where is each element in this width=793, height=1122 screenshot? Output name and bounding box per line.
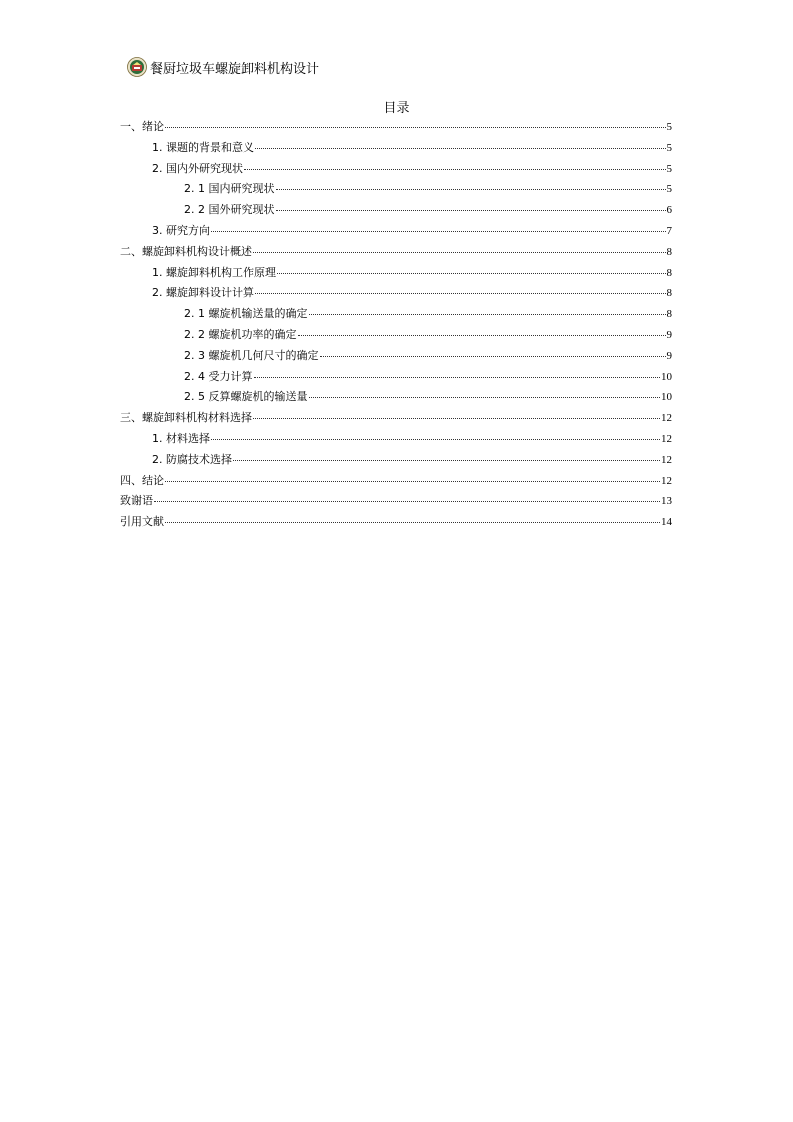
toc-entry[interactable] [120, 388, 672, 409]
toc-leader-dots [255, 284, 666, 294]
toc-entry-label: 2. 防腐技术选择 [152, 452, 232, 466]
toc-entry-page: 6 [666, 204, 672, 217]
toc-entry-label: 2. 1 国内研究现状 [184, 182, 275, 196]
toc-leader-dots [254, 368, 661, 378]
toc-entry[interactable] [120, 284, 672, 305]
toc-entry-label: 1. 材料选择 [152, 431, 210, 445]
toc-entry-page: 8 [666, 266, 672, 279]
toc-entry[interactable] [120, 201, 672, 222]
toc-entry[interactable] [120, 139, 672, 160]
toc-entry-label: 2. 4 受力计算 [184, 369, 253, 383]
toc-entry[interactable] [120, 513, 672, 534]
toc-entry-label: 2. 螺旋卸料设计计算 [152, 286, 254, 300]
toc-entry[interactable] [120, 430, 672, 451]
toc-leader-dots [298, 326, 666, 336]
toc-entry-label: 四、结论 [120, 473, 164, 487]
toc-entry-page: 10 [661, 370, 672, 383]
toc-entry[interactable] [120, 472, 672, 493]
toc-leader-dots [309, 305, 666, 315]
toc-entry-page: 14 [661, 516, 672, 529]
toc-leader-dots [276, 201, 666, 211]
toc-entry-label: 1. 课题的背景和意义 [152, 140, 254, 154]
toc-entry-label: 致谢语 [120, 494, 153, 508]
table-of-contents [120, 118, 672, 534]
toc-entry-page: 12 [661, 412, 672, 425]
toc-leader-dots [211, 430, 660, 440]
toc-leader-dots [320, 347, 666, 357]
toc-entry-label: 2. 5 反算螺旋机的输送量 [184, 390, 308, 404]
toc-entry-page: 8 [666, 245, 672, 258]
toc-entry-page: 9 [666, 349, 672, 362]
toc-leader-dots [253, 409, 660, 419]
toc-entry-page: 5 [666, 162, 672, 175]
toc-leader-dots [165, 513, 660, 523]
toc-entry-page: 12 [661, 453, 672, 466]
toc-leader-dots [253, 243, 666, 253]
toc-entry-page: 9 [666, 328, 672, 341]
toc-entry-page: 5 [666, 141, 672, 154]
toc-entry[interactable] [120, 118, 672, 139]
toc-entry-page: 12 [661, 432, 672, 445]
page-header [127, 57, 319, 77]
toc-entry-label: 3. 研究方向 [152, 223, 210, 237]
toc-entry-label: 二、螺旋卸料机构设计概述 [120, 244, 252, 258]
toc-entry-page: 8 [666, 308, 672, 321]
toc-entry-label: 引用文献 [120, 515, 164, 529]
toc-entry[interactable] [120, 160, 672, 181]
toc-leader-dots [211, 222, 666, 232]
toc-entry-label: 2. 2 螺旋机功率的确定 [184, 327, 297, 341]
toc-entry[interactable] [120, 492, 672, 513]
toc-entry[interactable] [120, 451, 672, 472]
toc-entry-page: 7 [666, 224, 672, 237]
toc-leader-dots [276, 180, 666, 190]
toc-entry[interactable] [120, 222, 672, 243]
toc-entry-label: 2. 1 螺旋机输送量的确定 [184, 307, 308, 321]
university-emblem-icon [127, 57, 147, 77]
toc-leader-dots [154, 492, 660, 502]
toc-entry[interactable] [120, 347, 672, 368]
toc-entry-page: 5 [666, 183, 672, 196]
toc-entry-page: 12 [661, 474, 672, 487]
toc-leader-dots [165, 118, 666, 128]
toc-entry-label: 2. 国内外研究现状 [152, 161, 243, 175]
toc-entry-label: 1. 螺旋卸料机构工作原理 [152, 265, 276, 279]
toc-entry[interactable] [120, 326, 672, 347]
toc-entry-label: 2. 2 国外研究现状 [184, 203, 275, 217]
toc-entry[interactable] [120, 305, 672, 326]
toc-entry-page: 5 [666, 121, 672, 133]
toc-leader-dots [165, 472, 660, 482]
toc-entry-page: 10 [661, 391, 672, 404]
toc-leader-dots [244, 160, 666, 170]
toc-entry-page: 8 [666, 287, 672, 300]
document-header-title: 餐厨垃圾车螺旋卸料机构设计 [150, 61, 320, 77]
toc-entry[interactable] [120, 368, 672, 389]
toc-leader-dots [309, 388, 661, 398]
toc-leader-dots [233, 451, 660, 461]
toc-entry-label: 三、螺旋卸料机构材料选择 [120, 411, 252, 425]
toc-title: 目录 [383, 101, 410, 116]
toc-entry-label: 2. 3 螺旋机几何尺寸的确定 [184, 348, 319, 362]
toc-leader-dots [277, 264, 666, 274]
toc-entry[interactable] [120, 180, 672, 201]
toc-entry-label: 一、绪论 [120, 120, 164, 133]
toc-entry[interactable] [120, 264, 672, 285]
toc-entry[interactable] [120, 409, 672, 430]
toc-entry[interactable] [120, 243, 672, 264]
toc-entry-page: 13 [661, 495, 672, 508]
toc-leader-dots [255, 139, 666, 149]
